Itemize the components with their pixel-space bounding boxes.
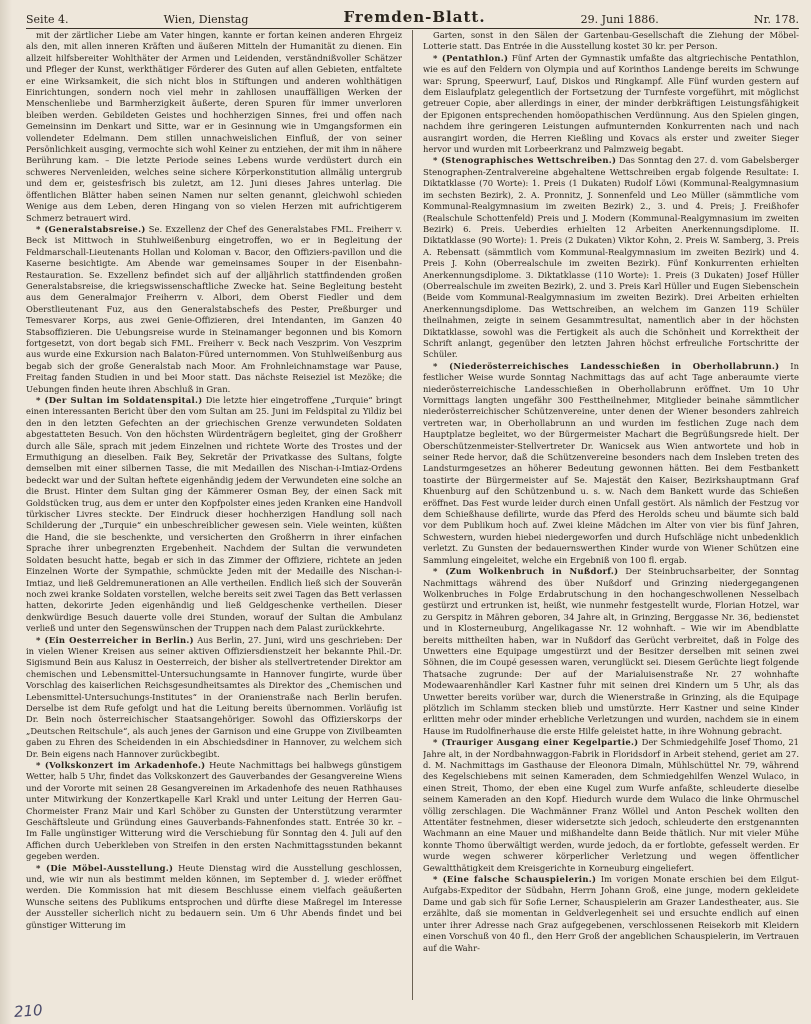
article-text: Der Schmiedgehilfe Josef Thomo, 21 Jahre alt, in der Nordbahnwaggon-Fabrik in Floridsdorf in Arbeit stehend, geriet am 27. d. M. Nachmittags im Gasthause der Eleonora Dimaln, Mühlschüttel Nr. 79, während des Kegelschiebens mit seinen Kameraden, dem Schmiedgehilfen Wenzel Wulaco, in einen Streit, Thomo, der eben eine Kugel zum Wurfe anfaßte, schleuderte dieselbe seinem Kameraden an den Kopf. Hiedurch wurde dem Wulaco die linke Ohrmuschel völlig zerschlagen. Die Wachmänner Franz Wöllel und Anton Peschek wollten den Attentäter festnehmen, dieser widersetzte sich jedoch, schleuderte den erstgenannten Wachmann an eine Mauer und mißhandelte dann Beide thätlich. Nur mit vieler Mühe konnte Thomo überwältigt werden, wurde jedoch, da er fortlobte, gefesselt werden. Er wurde wegen schwerer körperlicher Verletzung und wegen öffentlicher Gewaltthätigkeit dem Kreisgerichte in Korneuburg eingeliefert. <box>423 737 799 873</box>
article-text: Heute Dienstag wird die Ausstellung geschlossen, und, wie wir nun als bestimmt melden können, im September d. J. wieder eröffnet werden. Die Kommission hat mit diesem Beschlusse einem vielfach geäußerten Wunsche seitens des Publikums entsprochen und dürfte diese Maßregel im Interesse der Aussteller sicherlich nicht zu bedauern sein. Um 6 Uhr Abends findet und bei günstiger Witterung im <box>26 862 402 930</box>
article-headline: * (Ein Oesterreicher in Berlin.) <box>36 634 194 645</box>
article-headline: * (Pentathlon.) <box>433 52 509 63</box>
article-paragraph <box>26 863 402 931</box>
right-column <box>423 30 799 1000</box>
text-columns <box>26 30 799 1000</box>
article-paragraph <box>423 361 799 566</box>
article-headline: * (Volkskonzert im Arkadenhofe.) <box>36 760 206 770</box>
issue-number: Nr. 178. <box>753 13 799 26</box>
article-paragraph <box>423 30 799 53</box>
article-paragraph <box>423 874 799 954</box>
article-text: Im vorigen Monate erschien bei dem Eilgut-Aufgabs-Expeditor der Südbahn, Herrn Johann Groß, eine junge, modern gekleidete Dame und gab sich für Sofie Lerner, Schauspielerin am Grazer Landestheater, aus. Sie erzählte, daß sie momentan in Geldverlegenheit sei und ersuchte endlich auf einen unter ihrer Adresse nach Graz aufgegebenen, verschlossenen Reisekorb mit Kleidern einen Vorschuß von 40 fl., den Herr Groß der angeblichen Schauspielerin, im Vertrauen auf die Wahr- <box>423 874 799 953</box>
handwritten-margin-note: 210 <box>13 1001 44 1021</box>
article-paragraph <box>26 30 402 224</box>
page-number: Seite 4. <box>26 13 69 26</box>
article-text: Se. Exzellenz der Chef des Generalstabes FML. Freiherr v. Beck ist Mittwoch in Stuhlweißenburg eingetroffen, wo er in Begleitung der Feldmarschall-Lieutenants Hollan und Koloman v. Bacor, den Offiziers-pavillon und die Kaserne besichtigte. Am Abende war gemeinsames Souper in der Eisenbahn-Restauration. Se. Exzellenz befindet sich auf der alljährlich stattfindenden großen Generalstabsreise, die kriegswissenschaftliche Zwecke hat. Seine Begleitung besteht aus dem Generalmajor Freiherrn v. Albori, dem Oberst Fiedler und dem Oberstlieutenant Fuz, aus den Generalstabschefs des Pester, Preßburger und Temesvarer Korps, aus zwei Genie-Offizieren, drei Intendanten, im Ganzen 40 Stabsoffizieren. Die Uebungsreise wurde in Steinamanger begonnen und bis Komorn fortgesetzt, von dort begab sich FML. Freiherr v. Beck nach Veszprim. Von Veszprim aus wurde eine Exkursion nach Balaton-Füred unternommen. Von Stuhlweißenburg aus begab sich der große Generalstab nach Moor. Am Frohnleichnamstage war Pause, Freitag fanden Studien in und bei Moor statt. Das nächste Reiseziel ist Mezöke; die Uebungen finden heute ihren Abschluß in Gran. <box>26 223 402 394</box>
article-headline: * (Trauriger Ausgang einer Kegelpartie.) <box>433 737 639 748</box>
article-headline: * (Der Sultan im Soldatenspital.) <box>36 395 203 405</box>
left-column <box>26 30 402 1000</box>
place-date: Wien, Dienstag <box>163 13 249 26</box>
article-text: Garten, sonst in den Sälen der Gartenbau-Gesellschaft die Ziehung der Möbel-Lotterie statt. Das Entrée in die Ausstellung kostet 30 kr. per Person. <box>423 30 799 52</box>
article-paragraph <box>26 635 402 760</box>
article-headline: * (Zum Wolkenbruch in Nußdorf.) <box>433 566 619 577</box>
article-text: Aus Berlin, 27. Juni, wird uns geschrieben: Der in vielen Wiener Kreisen aus seiner aktiven Offiziersdienstzeit her bekannte Phil.-Dr. Sigismund Bein aus Kalusz in Oesterreich, der bisher als stellvertretender Direktor am chemischen und Lebensmittel-Untersuchungsamte in Hannover fungirte, wurde über Vorschlag des kaiserlichen Reichsgesundheitsamtes als Direktor des „Chemischen und Lebensmittel-Untersuchungs-Institutes“ in der Oranienstraße nach Berlin berufen. Derselbe ist dem Rufe gefolgt und hat die Leitung bereits übernommen. Vorläufig ist Dr. Bein noch österreichischer Staatsangehöriger. Sowohl das Offizierskorps der „Deutschen Reitschule“, als auch jenes der Garnison und eine Gruppe von Zivilbeamten gaben zu Ehren des Scheidenden in ein Abschiedsdiner in Hannover, zu welchem sich Dr. Bein eigens nach Hannover zurückbegibt. <box>26 634 402 759</box>
article-text: Fünf Arten der Gymnastik umfaßte das altgriechische Pentathlon, wie es auf den Feldern von Olympia und auf Korinthos Landenge bereits im Schwunge war: Sprung, Speerwurf, Lauf, Diskos und Ringkampf. Alle Fünf wurden gestern auf dem Eislaufplatz gelegentlich der Fortsetzung der Turnfeste vorgeführt, mit möglichst getreuer Copie, aber allerdings in einer, der minder derbkräftigen Leistungsfähigkeit der Epigonen entsprechenden homöopathischen Verdünnung. Aus den Spielen gingen, nachdem ihre geringeren Leistungen aufmunternden Konkurrenten nach und nach ausrangirt worden, die Herren Kießling und Kovacs als erster und zweiter Sieger hervor und wurden mit Lorbeerkranz und Palmzweig begabt. <box>423 52 799 155</box>
article-headline: * (Generalstabsreise.) <box>36 223 146 234</box>
article-headline: * (Eine falsche Schauspielerin.) <box>433 874 597 885</box>
article-text: mit der zärtlicher Liebe am Vater hingen, kannte er fortan keinen anderen Ehrgeiz als den, mit allen inneren Kräften und äußeren Mitteln der Humanität zu dienen. Ein allzeit hilfsbereiter Wohlthäter der Armen und Leidenden, verständnißvoller Schätzer und Pfleger der Kunst, werkthätiger Förderer des Guten auf allen Gebieten, entfaltete er eine Wirksamkeit, die sich nicht blos in Stiftungen und anderen wohlthätigen Einrichtungen, sondern noch viel mehr in zahllosen unauffälligen Werken der Menschenliebe und Barmherzigkeit äußerte, deren Spuren für immer unverloren bleiben werden. Gebildeten Geistes und hochherzigen Sinnes, frei und offen nach Gemeinsinn im Denkart und Sitte, war er in Gesinnung wie in Umgangsformen ein vollendeter Edelmann. Dem stillen unnachweislichen Einfluß, der von seiner Persönlichkeit ausging, vermochte sich wohl Keiner zu entziehen, der mit ihm in nähere Berührung kam. – Die letzte Periode seines Lebens wurde verdüstert durch ein schweres Nervenleiden, welches seine sichere Körperkonstitution allmälig untergrub und dem er, geistesfrisch bis zuletzt, am 12. Juni dieses Jahres unterlag. Die öffentlichen Blätter haben seinen Namen nur selten genannt, gleichwohl schieden Wenige aus dem Leben, deren Hingang von so vielen Herzen mit aufrichtigerem Schmerz betrauert wird. <box>26 30 402 223</box>
article-headline: * (Die Möbel-Ausstellung.) <box>36 862 174 873</box>
article-paragraph <box>423 53 799 156</box>
article-text: Das Sonntag den 27. d. vom Gabelsberger Stenographen-Zentralvereine abgehaltene Wettschreiben ergab folgende Resultate: I. Diktatklasse (70 Worte): 1. Preis (1 Dukaten) Rudolf Löwi (Kommunal-Realgymnasium im sechsten Bezirk), 2. A. Pronnitz, J. Sonnenfeld und Leo Müller (sämmtliche vom Kommunal-Realgymnasium im zweiten Bezirk) 2., 3. und 4. Preis; J. Freißhofer (Realschule Schottenfeld) Preis und J. Modern (Kommunal-Realgymnasium im zweiten Bezirk) 6. Preis. Ueberdies erhielten 12 Arbeiten Anerkennungsdiplome. II. Diktatklasse (90 Worte): 1. Preis (2 Dukaten) Viktor Kohn, 2. Preis W. Samberg, 3. Preis A. Rebensatt (sämmtlich vom Kommunal-Realgymnasium im zweiten Bezirk) und 4. Preis J. Kohn (Oberrealschule im zweiten Bezirk). Fünf Konkurrenten erhielten Anerkennungsdiplome. 3. Diktatklasse (110 Worte): 1. Preis (3 Dukaten) Josef Hüller (Oberrealschule im zweiten Bezirk), 2. und 3. Preis Karl Hüller und Eugen Siebenschein (Beide vom Kommunal-Realgymnasium im zweiten Bezirk). Drei Arbeiten erhielten Anerkennungsdiplome. Das Wettschreiben, an welchem im Ganzen 119 Schüler theilnahmen, zeigte in seinem Gesammtresultat, namentlich aber in der höchsten Diktatklasse, sowohl was die Fertigkeit als auch die Schönheit und Korrektheit der Schrift anlangt, gegenüber den letzten Jahren höchst erfreuliche Fortschritte der Schüler. <box>423 155 799 360</box>
article-headline: * (Stenographisches Wettschreiben.) <box>433 155 617 166</box>
article-text: Die letzte hier eingetroffene „Turquie“ bringt einen interessanten Bericht über den vom Sultan am 25. Juni im Feldspital zu Yildiz bei den in den letzten Gefechten an der griechischen Grenze verwundeten Soldaten abgestatteten Besuch. Von den höchsten Würdenträgern begleitet, ging der Großherr durch alle Säle, sprach mit jedem Einzelnen und richtete Worte des Trostes und der Ermuthigung an dieselben. Faik Bey, Sekretär der Privatkasse des Sultans, folgte demselben mit einer silbernen Tasse, die mit Medaillen des Nischan-i-Imtiaz-Ordens bedeckt war und der Sultan heftete eigenhändig jedem der Verwundeten eine solche an die Brust. Hinter dem Sultan ging der Kämmerer Osman Bey, der einen Sack mit Goldstücken trug, aus dem er unter den Kopfpolster eines jeden Kranken eine Handvoll türkischer Livres steckte. Der Eindruck dieser hochherzigen Handlung soll nach Schilderung der „Turquie“ ein unbeschreiblicher gewesen sein. Viele weinten, küßten die Hand, die sie beschenkte, und versicherten den Großherrn in ihrer einfachen Sprache ihrer unbegrenzten Ergebenheit. Nachdem der Sultan die verwundeten Soldaten besucht hatte, begab er sich in das Zimmer der Offiziere, richtete an jeden Einzelnen Worte der Sympathie, schmückte Jeden mit der Medaille des Nischan-i-Imtiaz, und ließ Geldremunerationen an Alle vertheilen. Endlich ließ sich der Souverän noch zwei kranke Soldaten vorstellen, welche bereits seit zwei Tagen das Bett verlassen hatten, dekorirte Jeden eigenhändig und ließ Geldgeschenke vertheilen. Dieser denkwürdige Besuch dauerte volle drei Stunden, worauf der Sultan die Ambulanz verließ und unter den Segenswünschen der Truppen nach dem Palast zurückkehrte. <box>26 395 402 634</box>
article-text: Heute Nachmittags bei halbwegs günstigem Wetter, halb 5 Uhr, findet das Volkskonzert des Gauverbandes der Gesangvereine Wiens und der Vororte mit seinen 28 Gesangvereinen im Arkadenhofe des neuen Rathhauses unter Mitwirkung der Konzertkapelle Karl Krakl und unter Leitung der Herren Gau-Chormeister Franz Mair und Karl Schöber zu Gunsten der Unterstützung verarmter Geschäftsleute und Gründung eines Gauverbands-Fahnenfondes statt. Entrée 30 kr. – Im Falle ungünstiger Witterung wird die Verschiebung für Sonntag den 4. Juli auf den Affichen durch Ueberkleben von Streifen in den ersten Nachmittagsstunden bekannt gegeben werden. <box>26 760 402 862</box>
article-text: Der Steinbruchsarbeiter, der Sonntag Nachmittags während des über Nußdorf und Grinzing niedergegangenen Wolkenbruches in Folge Erdabrutschung in den hochangeschwollenen Nesselbach gestürzt und ertrunken ist, heißt, wie nunmehr festgestellt wurde, Florian Hotzel, war zu Gerspitz in Mähren geboren, 34 Jahre alt, in Grinzing, Berggasse Nr. 36, bedienstet und in Klosterneuburg, Angelikagasse Nr. 12 wohnhaft. – Wie wir im Abendblatte bereits mittheilten haben, war in Nußdorf das Gerücht verbreitet, daß in Folge des Unwetters eine Equipage umgestürzt und der Besitzer derselben mit seinen zwei Söhnen, die im Coupé gesessen waren, verunglückt sei. Diesem Gerüchte liegt folgende Thatsache zugrunde: Der auf der Marialuisenstraße Nr. 27 wohnhafte Modewaarenhändler Karl Kastner fuhr mit seinen drei Kindern um 5 Uhr, als das Unwetter bereits vorüber war, durch die Wienerstraße in Grinzing, als die Equipage plötzlich im Schlamm stecken blieb und umstürzte. Herr Kastner und seine Kinder erlitten mehr oder minder erhebliche Verletzungen und wurden, nachdem sie in einem Hause im Rudolfinerhause die erste Hilfe geleistet hatte, in ihre Wohnung gebracht. <box>423 566 799 736</box>
article-paragraph <box>423 566 799 737</box>
masthead <box>26 6 799 29</box>
article-paragraph <box>26 395 402 635</box>
article-text: In festlicher Weise wurde Sonntag Nachmittags das auf acht Tage anberaumte vierte niederösterreichische Landesschießen in Oberhollabrunn eröffnet. Um 10 Uhr Vormittags langten ungefähr 300 Festtheilnehmer, Mitglieder beinahe sämmtlicher niederösterreichischer Schützenvereine, unter denen der Wiener besonders zahlreich vertreten war, in Oberhollabrunn an und wurden im festlichen Zuge nach dem Hauptplatze begleitet, wo der Bürgermeister Machart die Begrüßungsrede hielt. Der Oberschützenmeister-Stellvertreter Dr. Wanicsek aus Wien antwortete und hob in seiner Rede hervor, daß die Schützenvereine besonders nach dem Insleben treten des Landsturmgesetzes an höherer Bedeutung gewonnen hätten. Bei dem Festbankett toastirte der Bürgermeister auf Se. Majestät den Kaiser, Bezirkshauptmann Graf Khuenburg auf den Schützenbund u. s. w. Nach dem Bankett wurde das Schießen eröffnet. Das Fest wurde leider durch einen Unfall gestört. Als nämlich der Festzug vor dem Schießhause defilirte, wurde das Pferd des Herolds scheu und bäumte sich bald vor dem Publikum hoch auf. Zwei kleine Mädchen im Alter von vier bis fünf Jahren, Schwestern, wurden hiebei niedergeworfen und durch Hufschläge nicht unbedenklich verletzt. Zu Gunsten der bedauernswerthen Kinder wurde von Wiener Schützen eine Sammlung eingeleitet, welche ein Ergebniß von 100 fl. ergab. <box>423 360 799 565</box>
page-edge-shadow <box>0 0 12 1024</box>
article-paragraph <box>423 155 799 360</box>
issue-date: 29. Juni 1886. <box>580 13 659 26</box>
article-paragraph <box>26 224 402 395</box>
article-paragraph <box>423 737 799 874</box>
newspaper-title: Fremden-Blatt. <box>343 8 486 26</box>
column-divider <box>412 30 413 1000</box>
article-paragraph <box>26 760 402 863</box>
article-headline: * (Niederösterreichisches Landesschießen in Oberhollabrunn.) <box>433 360 780 371</box>
